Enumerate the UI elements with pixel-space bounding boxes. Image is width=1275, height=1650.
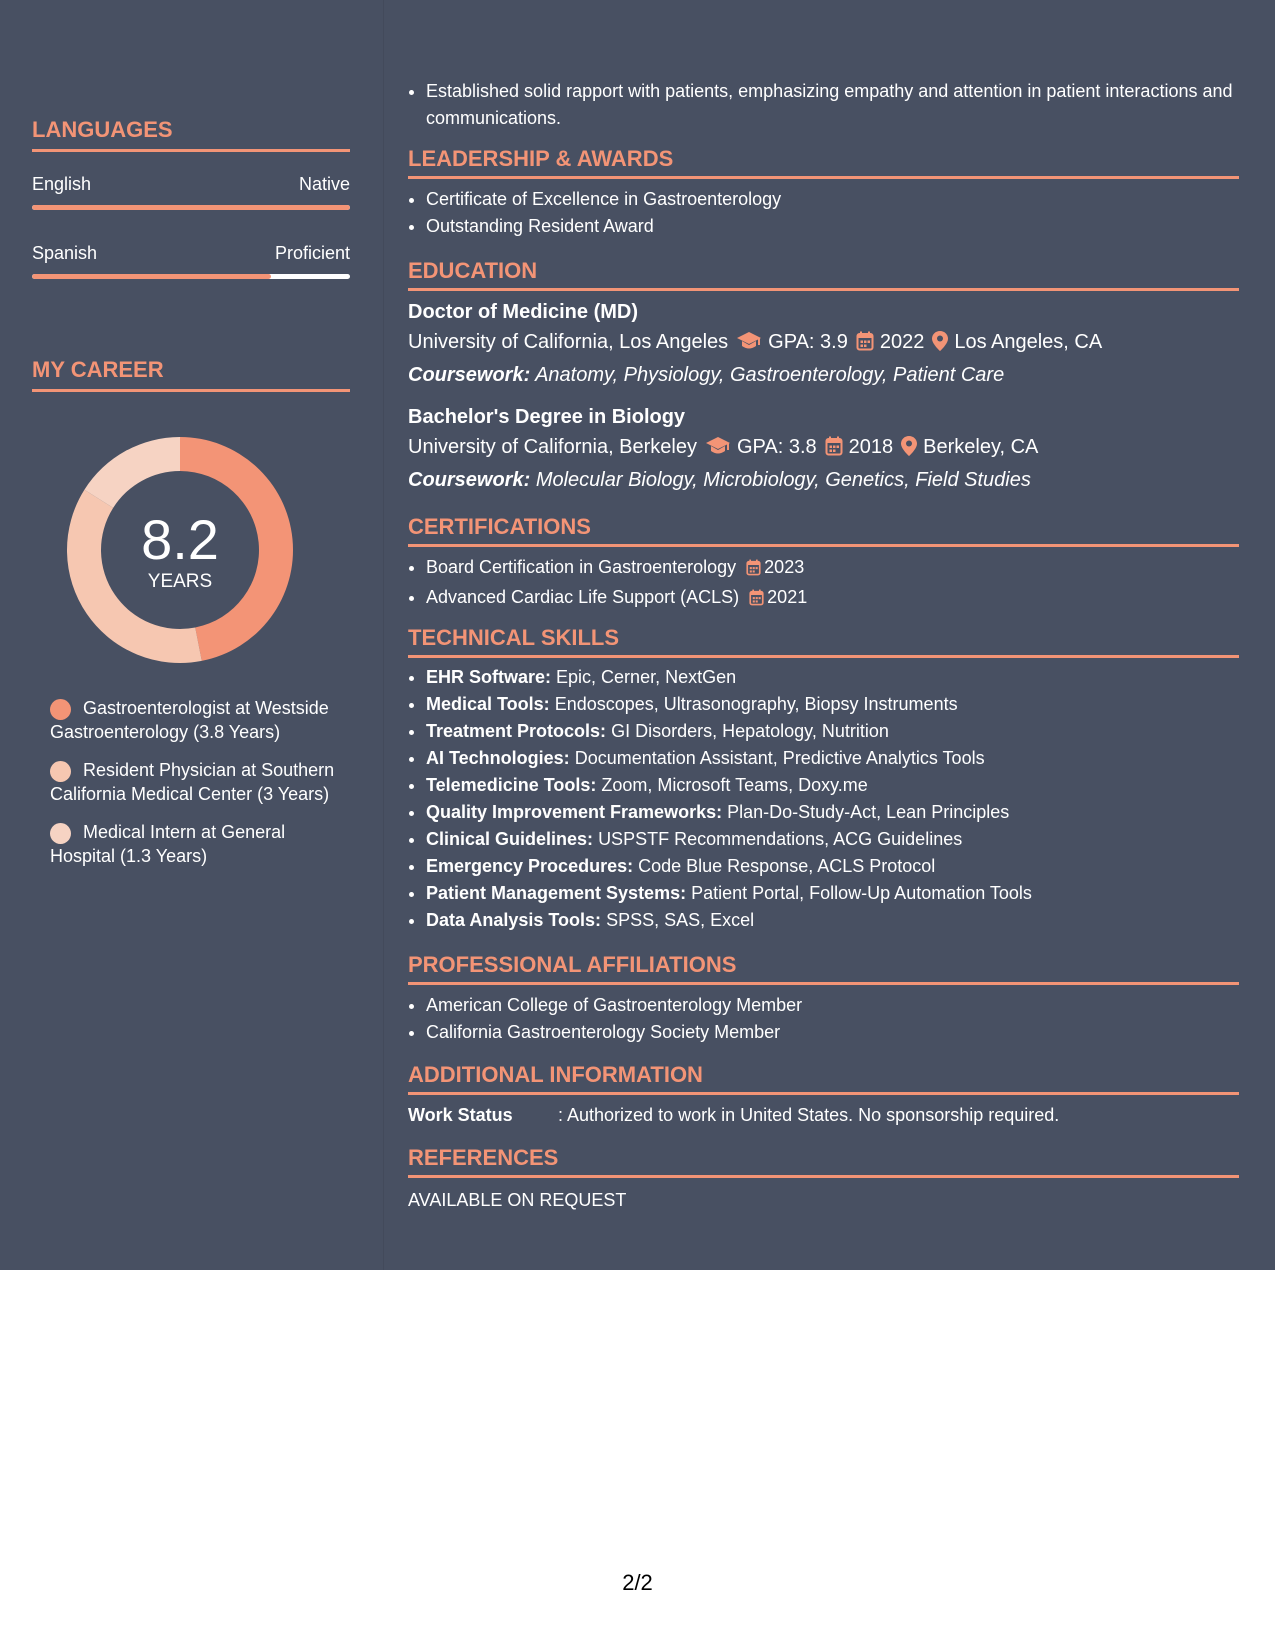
certifications-heading: CERTIFICATIONS — [408, 514, 1239, 547]
graduation-cap-icon — [705, 435, 731, 465]
skill-label: AI Technologies: — [426, 748, 570, 768]
languages-heading: LANGUAGES — [32, 117, 350, 152]
school-name: University of California, Berkeley — [408, 436, 697, 458]
degree-title: Doctor of Medicine (MD) — [408, 301, 638, 323]
leadership-item: • Certificate of Excellence in Gastroenterology — [426, 186, 1238, 213]
location-pin-icon — [932, 330, 948, 360]
skill-label: Quality Improvement Frameworks: — [426, 802, 723, 822]
certifications-list — [408, 554, 1238, 614]
career-item — [50, 820, 340, 868]
certification-item — [426, 554, 1238, 584]
page-number: 2/2 — [622, 1570, 653, 1595]
skill-label: Medical Tools: — [426, 694, 550, 714]
language-row-spanish — [32, 243, 350, 264]
education-details — [408, 327, 1239, 360]
skill-value: GI Disorders, Hepatology, Nutrition — [611, 721, 889, 741]
language-bar-english — [32, 205, 350, 210]
skill-item — [426, 691, 1238, 718]
skill-item — [426, 772, 1238, 799]
education-entry — [408, 402, 1239, 495]
affiliation-item: • American College of Gastroenterology Member — [426, 992, 1238, 1019]
skill-value: Plan-Do-Study-Act, Lean Principles — [727, 802, 1010, 822]
skill-label: Clinical Guidelines: — [426, 829, 594, 849]
skill-item — [426, 826, 1238, 853]
graduation-year: 2022 — [879, 331, 925, 353]
career-heading: MY CAREER — [32, 357, 350, 392]
skill-item — [426, 853, 1238, 880]
graduation-cap-icon — [736, 330, 762, 360]
skills-list — [408, 664, 1238, 934]
career-total-value: 8.2 — [141, 508, 219, 571]
affiliation-item: • California Gastroenterology Society Member — [426, 1019, 1238, 1046]
experience-bullet: • Established solid rapport with patients, emphasizing empathy and attention in patient interactions and communications. — [426, 78, 1238, 132]
language-level: Proficient — [274, 243, 350, 263]
skill-value: Documentation Assistant, Predictive Analytics Tools — [574, 748, 985, 768]
skill-value: SPSS, SAS, Excel — [606, 910, 755, 930]
certification-name: Board Certification in Gastroenterology — [426, 557, 737, 577]
work-status-value: : Authorized to work in United States. No sponsorship required. — [558, 1105, 1060, 1125]
language-name: English — [32, 174, 92, 194]
leadership-heading: LEADERSHIP & AWARDS — [408, 146, 1239, 179]
skill-item — [426, 799, 1238, 826]
coursework-label: Coursework: — [408, 364, 531, 386]
career-item-text: Medical Intern at General Hospital (1.3 Years) — [50, 822, 286, 866]
language-bar-fill — [32, 274, 271, 279]
school-location: Berkeley, CA — [923, 436, 1039, 458]
gpa: GPA: 3.8 — [737, 436, 817, 458]
legend-dot — [50, 823, 71, 844]
legend-dot — [50, 699, 71, 720]
skill-item — [426, 745, 1238, 772]
donut-center — [65, 435, 295, 665]
skill-label: Emergency Procedures: — [426, 856, 634, 876]
career-item — [50, 696, 340, 744]
skill-value: Patient Portal, Follow-Up Automation Tools — [691, 883, 1032, 903]
school-name: University of California, Los Angeles — [408, 331, 729, 353]
certification-year: 2021 — [767, 587, 808, 607]
coursework — [408, 465, 1239, 495]
legend-dot — [50, 761, 71, 782]
career-donut-chart — [65, 435, 295, 665]
degree-title: Bachelor's Degree in Biology — [408, 406, 686, 428]
career-item-text: Resident Physician at Southern California Medical Center (3 Years) — [50, 760, 335, 804]
skill-label: Treatment Protocols: — [426, 721, 607, 741]
coursework-list: Molecular Biology, Microbiology, Genetics, Field Studies — [535, 469, 1031, 491]
work-status-label: Work Status — [408, 1105, 513, 1125]
skill-label: Data Analysis Tools: — [426, 910, 602, 930]
skill-value: Code Blue Response, ACLS Protocol — [638, 856, 936, 876]
calendar-icon — [746, 557, 761, 584]
coursework-label: Coursework: — [408, 469, 531, 491]
skill-item — [426, 664, 1238, 691]
leadership-item: • Outstanding Resident Award — [426, 213, 1238, 240]
career-item-text: Gastroenterologist at Westside Gastroenterology (3.8 Years) — [50, 698, 329, 742]
skill-item — [426, 907, 1238, 934]
skill-value: Endoscopes, Ultrasonography, Biopsy Instruments — [554, 694, 958, 714]
coursework — [408, 360, 1239, 390]
references-text: AVAILABLE ON REQUEST — [408, 1190, 627, 1210]
language-bar-spanish — [32, 274, 350, 279]
skill-item — [426, 718, 1238, 745]
skill-item — [426, 880, 1238, 907]
leadership-list — [408, 186, 1238, 240]
graduation-year: 2018 — [848, 436, 894, 458]
language-row-english — [32, 174, 350, 195]
language-level: Native — [298, 174, 350, 194]
skills-heading: TECHNICAL SKILLS — [408, 625, 1239, 658]
skill-value: Zoom, Microsoft Teams, Doxy.me — [601, 775, 868, 795]
education-details — [408, 432, 1239, 465]
skill-value: USPSTF Recommendations, ACG Guidelines — [598, 829, 963, 849]
education-entry — [408, 297, 1239, 390]
additional-info-heading: ADDITIONAL INFORMATION — [408, 1062, 1239, 1095]
career-item — [50, 758, 340, 806]
skill-label: EHR Software: — [426, 667, 552, 687]
school-location: Los Angeles, CA — [954, 331, 1103, 353]
gpa: GPA: 3.9 — [768, 331, 848, 353]
coursework-list: Anatomy, Physiology, Gastroenterology, Patient Care — [535, 364, 1005, 386]
language-name: Spanish — [32, 243, 98, 263]
certification-item — [426, 584, 1238, 614]
experience-bullets — [408, 78, 1238, 132]
education-heading: EDUCATION — [408, 258, 1239, 291]
calendar-icon — [749, 587, 764, 614]
location-pin-icon — [901, 435, 917, 465]
calendar-icon — [825, 435, 843, 465]
skill-value: Epic, Cerner, NextGen — [556, 667, 737, 687]
certification-year: 2023 — [764, 557, 805, 577]
calendar-icon — [856, 330, 874, 360]
career-total-unit: YEARS — [147, 571, 213, 592]
sidebar — [0, 0, 384, 1270]
affiliations-list — [408, 992, 1238, 1046]
career-legend — [50, 696, 340, 882]
certification-name: Advanced Cardiac Life Support (ACLS) — [426, 587, 740, 607]
skill-label: Telemedicine Tools: — [426, 775, 597, 795]
skill-label: Patient Management Systems: — [426, 883, 687, 903]
work-status-row — [408, 1105, 1059, 1126]
language-bar-fill — [32, 205, 350, 210]
references-heading: REFERENCES — [408, 1145, 1239, 1178]
affiliations-heading: PROFESSIONAL AFFILIATIONS — [408, 952, 1239, 985]
